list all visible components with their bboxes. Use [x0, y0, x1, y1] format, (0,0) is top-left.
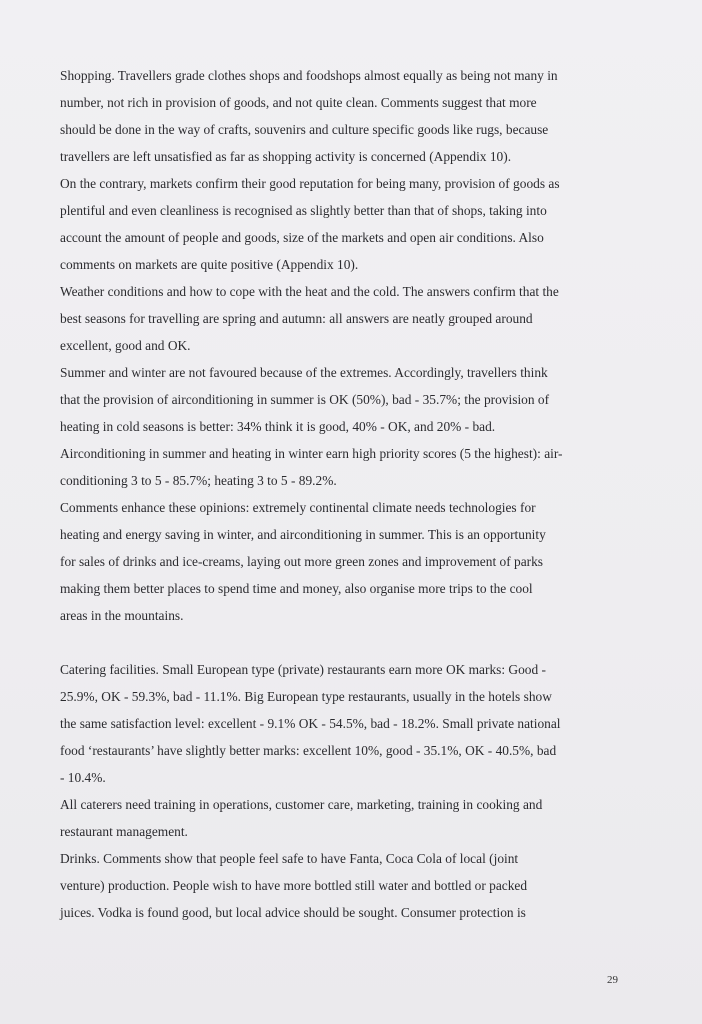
text-line: Comments enhance these opinions: extremely continental climate needs technologies for	[60, 500, 536, 515]
text-line: areas in the mountains.	[60, 608, 184, 623]
paragraph	[60, 845, 660, 926]
text-line: plentiful and even cleanliness is recognised as slightly better than that of shops, taking into	[60, 203, 547, 218]
section-shopping-weather	[60, 62, 660, 629]
text-line: that the provision of airconditioning in summer is OK (50%), bad - 35.7%; the provision of	[60, 392, 550, 407]
text-line: heating in cold seasons is better: 34% think it is good, 40% - OK, and 20% - bad.	[60, 419, 496, 434]
text-line: for sales of drinks and ice-creams, laying out more green zones and improvement of parks	[60, 554, 544, 569]
paragraph	[60, 791, 660, 845]
page-number: 29	[607, 974, 618, 986]
paragraph	[60, 278, 660, 359]
text-line: Summer and winter are not favoured because of the extremes. Accordingly, travellers think	[60, 365, 548, 380]
paragraph	[60, 359, 660, 440]
text-line: Weather conditions and how to cope with the heat and the cold. The answers confirm that the	[60, 284, 559, 299]
text-line: 25.9%, OK - 59.3%, bad - 11.1%. Big European type restaurants, usually in the hotels show	[60, 689, 552, 704]
text-line: best seasons for travelling are spring and autumn: all answers are neatly grouped around	[60, 311, 533, 326]
text-line: should be done in the way of crafts, souvenirs and culture specific goods like rugs, because	[60, 122, 549, 137]
text-line: comments on markets are quite positive (Appendix 10).	[60, 257, 359, 272]
text-line: venture) production. People wish to have more bottled still water and bottled or packed	[60, 878, 528, 893]
paragraph	[60, 656, 660, 791]
text-line: restaurant management.	[60, 824, 188, 839]
body-text	[60, 62, 660, 926]
text-line: - 10.4%.	[60, 770, 106, 785]
text-line: excellent, good and OK.	[60, 338, 191, 353]
paragraph	[60, 170, 660, 278]
paragraph	[60, 440, 660, 494]
text-line: number, not rich in provision of goods, and not quite clean. Comments suggest that more	[60, 95, 537, 110]
paragraph	[60, 494, 660, 629]
paragraph	[60, 62, 660, 170]
text-line: Drinks. Comments show that people feel safe to have Fanta, Coca Cola of local (joint	[60, 851, 519, 866]
text-line: Airconditioning in summer and heating in winter earn high priority scores (5 the highest): air-	[60, 446, 563, 461]
text-line: making them better places to spend time and money, also organise more trips to the cool	[60, 581, 533, 596]
text-line: travellers are left unsatisfied as far as shopping activity is concerned (Appendix 10).	[60, 149, 512, 164]
text-line: On the contrary, markets confirm their good reputation for being many, provision of goods as	[60, 176, 560, 191]
text-line: account the amount of people and goods, size of the markets and open air conditions. Also	[60, 230, 544, 245]
text-line: Shopping. Travellers grade clothes shops and foodshops almost equally as being not many in	[60, 68, 558, 83]
text-line: juices. Vodka is found good, but local advice should be sought. Consumer protection is	[60, 905, 526, 920]
text-line: All caterers need training in operations, customer care, marketing, training in cooking and	[60, 797, 543, 812]
text-line: the same satisfaction level: excellent - 9.1% OK - 54.5%, bad - 18.2%. Small private national	[60, 716, 561, 731]
text-line: food ‘restaurants’ have slightly better marks: excellent 10%, good - 35.1%, OK - 40.5%, bad	[60, 743, 557, 758]
text-line: conditioning 3 to 5 - 85.7%; heating 3 to 5 - 89.2%.	[60, 473, 337, 488]
paragraph-gap	[60, 629, 660, 656]
text-line: Catering facilities. Small European type (private) restaurants earn more OK marks: Good -	[60, 662, 546, 677]
text-line: heating and energy saving in winter, and airconditioning in summer. This is an opportunity	[60, 527, 546, 542]
section-catering-drinks	[60, 656, 660, 926]
